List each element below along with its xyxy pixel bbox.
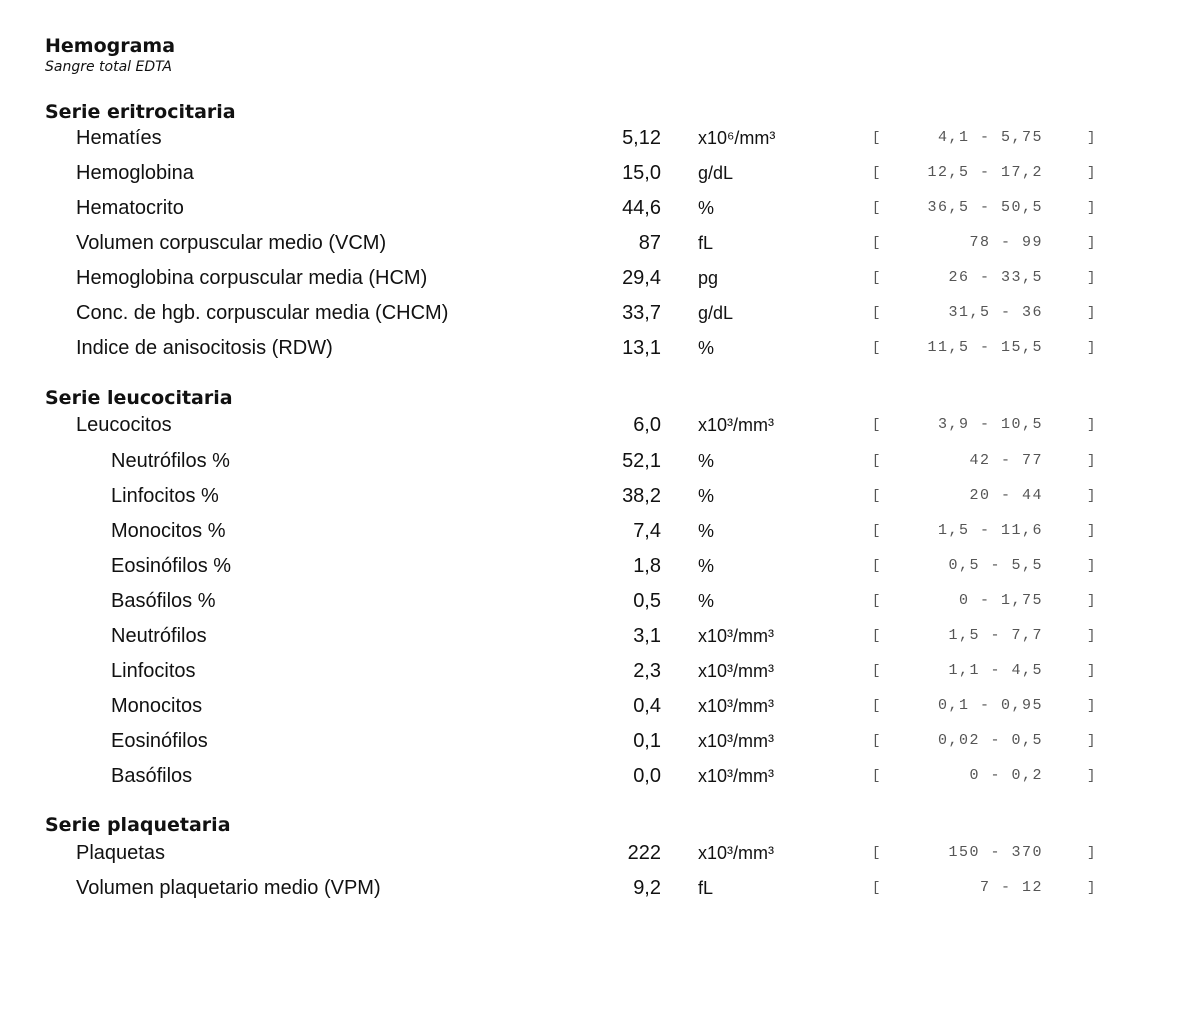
result-row-chcm [0, 298, 1179, 328]
range-bracket-close: ] [1087, 733, 1096, 749]
test-value: 1,8 [633, 555, 661, 577]
range-bracket-open: [ [872, 165, 881, 181]
reference-range: 0,02 - 0,5 [937, 732, 1043, 749]
result-row-monocitos-pct [0, 516, 1179, 546]
range-bracket-close: ] [1087, 628, 1096, 644]
test-value: 2,3 [633, 660, 661, 682]
test-unit: x10⁶/mm³ [698, 128, 776, 148]
test-unit: x10³/mm³ [698, 415, 774, 435]
range-bracket-open: [ [872, 453, 881, 469]
section-title-eritrocitaria: Serie eritrocitaria [45, 101, 236, 123]
range-bracket-open: [ [872, 698, 881, 714]
range-bracket-close: ] [1087, 593, 1096, 609]
result-row-leucocitos [0, 410, 1179, 440]
reference-range: 4,1 - 5,75 [937, 129, 1043, 146]
test-unit: % [698, 556, 715, 576]
result-row-plaquetas [0, 838, 1179, 868]
reference-range: 1,5 - 11,6 [937, 522, 1043, 539]
range-bracket-open: [ [872, 558, 881, 574]
reference-range: 0,5 - 5,5 [948, 557, 1043, 574]
range-bracket-open: [ [872, 768, 881, 784]
test-name: Hematocrito [76, 197, 184, 219]
range-bracket-open: [ [872, 880, 881, 896]
result-row-linfocitos-pct [0, 481, 1179, 511]
range-bracket-open: [ [872, 733, 881, 749]
report-subtitle: Sangre total EDTA [45, 59, 172, 75]
result-row-eosinofilos [0, 726, 1179, 756]
test-name: Linfocitos % [111, 485, 219, 507]
test-unit: % [698, 591, 715, 611]
test-value: 0,1 [633, 730, 661, 752]
test-value: 38,2 [622, 485, 661, 507]
test-unit: g/dL [698, 303, 734, 323]
range-bracket-open: [ [872, 130, 881, 146]
test-value: 222 [627, 842, 661, 864]
test-value: 33,7 [622, 302, 661, 324]
test-name: Linfocitos [111, 660, 196, 682]
test-value: 44,6 [622, 197, 661, 219]
test-value: 0,0 [633, 765, 661, 787]
range-bracket-close: ] [1087, 200, 1096, 216]
range-bracket-open: [ [872, 235, 881, 251]
test-unit: % [698, 338, 715, 358]
range-bracket-close: ] [1087, 523, 1096, 539]
range-bracket-close: ] [1087, 845, 1096, 861]
result-row-eosinofilos-pct [0, 551, 1179, 581]
test-value: 6,0 [633, 414, 661, 436]
test-unit: x10³/mm³ [698, 843, 774, 863]
test-unit: x10³/mm³ [698, 661, 774, 681]
test-value: 0,5 [633, 590, 661, 612]
test-name: Eosinófilos [111, 730, 208, 752]
range-bracket-close: ] [1087, 558, 1096, 574]
test-name: Monocitos [111, 695, 203, 717]
test-value: 7,4 [633, 520, 661, 542]
range-bracket-open: [ [872, 270, 881, 286]
test-name: Volumen corpuscular medio (VCM) [76, 232, 387, 254]
range-bracket-close: ] [1087, 130, 1096, 146]
reference-range: 36,5 - 50,5 [927, 199, 1043, 216]
reference-range: 7 - 12 [979, 879, 1043, 896]
result-row-monocitos [0, 691, 1179, 721]
result-row-neutrofilos-pct [0, 446, 1179, 476]
reference-range: 0 - 1,75 [958, 592, 1043, 609]
test-name: Leucocitos [76, 414, 172, 436]
range-bracket-open: [ [872, 663, 881, 679]
reference-range: 26 - 33,5 [948, 269, 1043, 286]
test-name: Basófilos [111, 765, 193, 787]
range-bracket-open: [ [872, 593, 881, 609]
reference-range: 42 - 77 [969, 452, 1043, 469]
result-row-vcm [0, 228, 1179, 258]
reference-range: 78 - 99 [969, 234, 1043, 251]
result-row-hemoglobina [0, 158, 1179, 188]
test-unit: x10³/mm³ [698, 696, 774, 716]
section-title-plaquetaria: Serie plaquetaria [45, 814, 231, 836]
range-bracket-close: ] [1087, 663, 1096, 679]
test-unit: % [698, 486, 715, 506]
reference-range: 150 - 370 [948, 844, 1043, 861]
test-unit: x10³/mm³ [698, 766, 774, 786]
result-row-basofilos [0, 761, 1179, 791]
test-value: 29,4 [622, 267, 661, 289]
range-bracket-close: ] [1087, 698, 1096, 714]
result-row-linfocitos [0, 656, 1179, 686]
range-bracket-open: [ [872, 340, 881, 356]
reference-range: 3,9 - 10,5 [937, 416, 1043, 433]
reference-range: 1,1 - 4,5 [948, 662, 1043, 679]
range-bracket-open: [ [872, 305, 881, 321]
test-name: Basófilos % [111, 590, 216, 612]
range-bracket-open: [ [872, 628, 881, 644]
test-value: 13,1 [622, 337, 661, 359]
test-unit: fL [698, 878, 714, 898]
reference-range: 11,5 - 15,5 [927, 339, 1043, 356]
test-value: 9,2 [633, 877, 661, 899]
reference-range: 1,5 - 7,7 [948, 627, 1043, 644]
test-value: 3,1 [633, 625, 661, 647]
test-name: Eosinófilos % [111, 555, 232, 577]
reference-range: 31,5 - 36 [948, 304, 1043, 321]
range-bracket-close: ] [1087, 417, 1096, 433]
test-unit: % [698, 521, 715, 541]
test-name: Hematíes [76, 127, 162, 149]
range-bracket-open: [ [872, 523, 881, 539]
test-name: Plaquetas [76, 842, 165, 864]
range-bracket-close: ] [1087, 235, 1096, 251]
test-value: 15,0 [622, 162, 661, 184]
result-row-neutrofilos [0, 621, 1179, 651]
result-row-basofilos-pct [0, 586, 1179, 616]
range-bracket-open: [ [872, 417, 881, 433]
range-bracket-close: ] [1087, 340, 1096, 356]
test-value: 52,1 [622, 450, 661, 472]
range-bracket-close: ] [1087, 880, 1096, 896]
result-row-rdw [0, 333, 1179, 363]
range-bracket-open: [ [872, 200, 881, 216]
range-bracket-close: ] [1087, 165, 1096, 181]
range-bracket-open: [ [872, 845, 881, 861]
section-title-leucocitaria: Serie leucocitaria [45, 387, 233, 409]
range-bracket-close: ] [1087, 488, 1096, 504]
result-row-hcm [0, 263, 1179, 293]
test-unit: fL [698, 233, 714, 253]
test-name: Monocitos % [111, 520, 226, 542]
reference-range: 20 - 44 [969, 487, 1043, 504]
test-unit: % [698, 451, 715, 471]
result-row-vpm [0, 873, 1179, 903]
reference-range: 0,1 - 0,95 [937, 697, 1043, 714]
test-name: Neutrófilos % [111, 450, 230, 472]
test-unit: g/dL [698, 163, 734, 183]
range-bracket-open: [ [872, 488, 881, 504]
result-row-hematocrito [0, 193, 1179, 223]
test-name: Volumen plaquetario medio (VPM) [76, 877, 381, 899]
test-name: Conc. de hgb. corpuscular media (CHCM) [76, 302, 449, 324]
range-bracket-close: ] [1087, 270, 1096, 286]
test-unit: pg [698, 268, 719, 288]
test-value: 87 [638, 232, 661, 254]
test-name: Hemoglobina corpuscular media (HCM) [76, 267, 428, 289]
test-unit: % [698, 198, 715, 218]
reference-range: 0 - 0,2 [969, 767, 1043, 784]
report-title: Hemograma [45, 35, 176, 57]
test-unit: x10³/mm³ [698, 626, 774, 646]
test-name: Hemoglobina [76, 162, 194, 184]
range-bracket-close: ] [1087, 768, 1096, 784]
range-bracket-close: ] [1087, 305, 1096, 321]
test-name: Indice de anisocitosis (RDW) [76, 337, 333, 359]
test-value: 5,12 [622, 127, 661, 149]
result-row-hematies [0, 123, 1179, 153]
test-name: Neutrófilos [111, 625, 207, 647]
reference-range: 12,5 - 17,2 [927, 164, 1043, 181]
test-value: 0,4 [633, 695, 661, 717]
test-unit: x10³/mm³ [698, 731, 774, 751]
range-bracket-close: ] [1087, 453, 1096, 469]
